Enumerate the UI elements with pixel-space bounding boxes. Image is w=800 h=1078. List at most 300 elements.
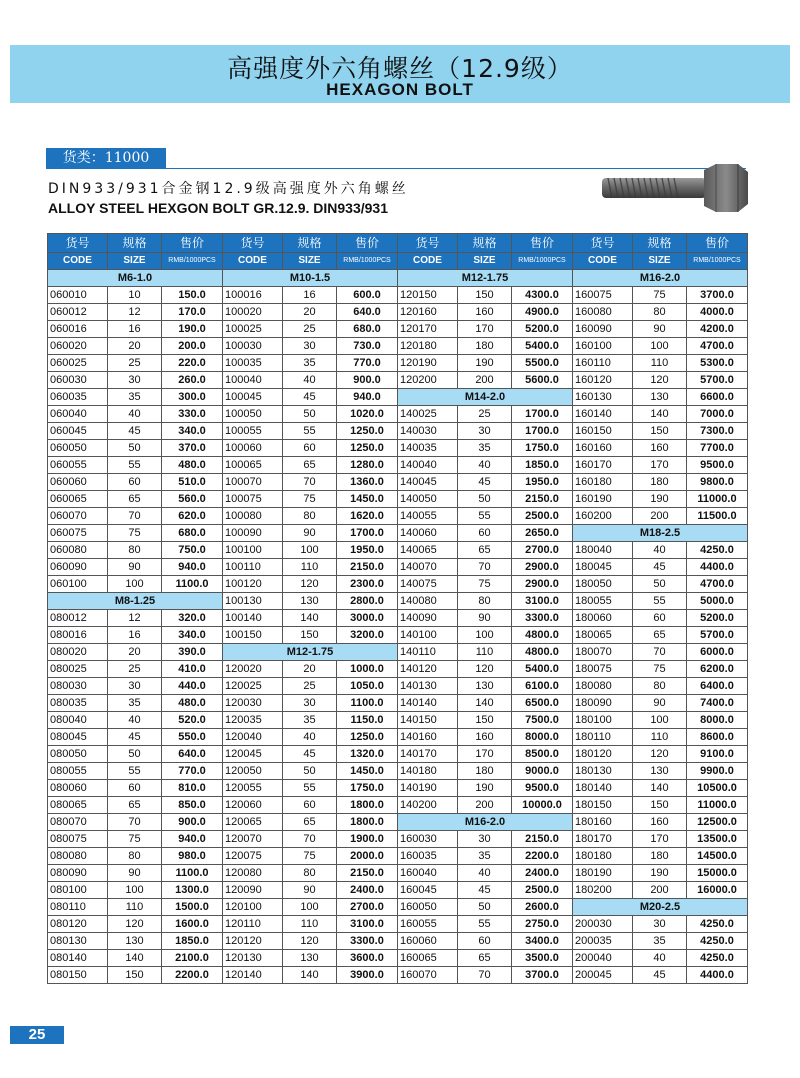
item-size: 40 — [458, 457, 512, 474]
item-price: 1100.0 — [337, 695, 398, 712]
item-code: 160190 — [573, 491, 633, 508]
section-header: M12-1.75 — [223, 644, 398, 661]
item-code: 100055 — [223, 423, 283, 440]
item-size: 170 — [458, 321, 512, 338]
item-size: 55 — [283, 423, 337, 440]
item-code: 100030 — [223, 338, 283, 355]
header-size-cn: 规格 — [108, 234, 162, 253]
item-price: 4200.0 — [687, 321, 748, 338]
item-size: 45 — [633, 967, 687, 984]
item-code: 180070 — [573, 644, 633, 661]
item-size: 50 — [108, 440, 162, 457]
item-code: 140150 — [398, 712, 458, 729]
item-price: 11000.0 — [687, 491, 748, 508]
item-size: 70 — [108, 814, 162, 831]
title-band — [10, 45, 790, 103]
item-price: 1320.0 — [337, 746, 398, 763]
section-header: M12-1.75 — [398, 270, 573, 287]
item-size: 25 — [283, 321, 337, 338]
item-price: 1020.0 — [337, 406, 398, 423]
item-price: 7700.0 — [687, 440, 748, 457]
table-row — [48, 355, 748, 372]
item-price: 7500.0 — [512, 712, 573, 729]
item-size: 80 — [458, 593, 512, 610]
item-price: 6400.0 — [687, 678, 748, 695]
item-code: 160055 — [398, 916, 458, 933]
item-price: 6200.0 — [687, 661, 748, 678]
item-price: 940.0 — [337, 389, 398, 406]
section-header: M18-2.5 — [573, 525, 748, 542]
item-code: 180045 — [573, 559, 633, 576]
item-price: 220.0 — [162, 355, 223, 372]
item-price: 2300.0 — [337, 576, 398, 593]
item-size: 40 — [283, 372, 337, 389]
item-code: 100075 — [223, 491, 283, 508]
item-price: 1250.0 — [337, 440, 398, 457]
item-price: 2100.0 — [162, 950, 223, 967]
item-code: 140050 — [398, 491, 458, 508]
item-size: 80 — [633, 678, 687, 695]
table-row — [48, 406, 748, 423]
item-size: 75 — [633, 661, 687, 678]
header-price-cn: 售价 — [162, 234, 223, 253]
item-size: 160 — [633, 440, 687, 457]
page-number: 25 — [10, 1026, 64, 1044]
item-size: 60 — [108, 780, 162, 797]
item-code: 080025 — [48, 661, 108, 678]
item-code: 140120 — [398, 661, 458, 678]
item-size: 45 — [108, 423, 162, 440]
item-code: 120120 — [223, 933, 283, 950]
item-code: 180130 — [573, 763, 633, 780]
item-code: 140190 — [398, 780, 458, 797]
item-code: 160035 — [398, 848, 458, 865]
item-size: 100 — [633, 338, 687, 355]
item-size: 50 — [458, 491, 512, 508]
item-size: 60 — [633, 610, 687, 627]
item-size: 200 — [633, 882, 687, 899]
item-size: 120 — [458, 661, 512, 678]
item-code: 180160 — [573, 814, 633, 831]
item-size: 90 — [633, 695, 687, 712]
item-code: 100025 — [223, 321, 283, 338]
item-price: 4900.0 — [512, 304, 573, 321]
item-code: 080045 — [48, 729, 108, 746]
item-size: 130 — [283, 593, 337, 610]
item-price: 1250.0 — [337, 729, 398, 746]
item-size: 120 — [633, 746, 687, 763]
item-price: 640.0 — [162, 746, 223, 763]
item-code: 140035 — [398, 440, 458, 457]
item-price: 2650.0 — [512, 525, 573, 542]
table-row — [48, 474, 748, 491]
item-code: 180150 — [573, 797, 633, 814]
item-price: 7400.0 — [687, 695, 748, 712]
item-size: 60 — [283, 440, 337, 457]
item-code: 140065 — [398, 542, 458, 559]
item-price: 15000.0 — [687, 865, 748, 882]
item-code: 160160 — [573, 440, 633, 457]
item-code: 120180 — [398, 338, 458, 355]
header-code-en: CODE — [48, 253, 108, 270]
item-size: 16 — [108, 321, 162, 338]
table-row — [48, 797, 748, 814]
item-price: 11000.0 — [687, 797, 748, 814]
item-code: 100130 — [223, 593, 283, 610]
item-price: 850.0 — [162, 797, 223, 814]
item-price: 8000.0 — [687, 712, 748, 729]
item-size: 80 — [633, 304, 687, 321]
item-code: 120045 — [223, 746, 283, 763]
item-code: 080040 — [48, 712, 108, 729]
item-code: 060075 — [48, 525, 108, 542]
item-price: 2150.0 — [337, 865, 398, 882]
item-price: 1360.0 — [337, 474, 398, 491]
item-code: 080120 — [48, 916, 108, 933]
item-size: 55 — [458, 508, 512, 525]
item-code: 120160 — [398, 304, 458, 321]
item-size: 45 — [458, 474, 512, 491]
table-row — [48, 780, 748, 797]
item-price: 5600.0 — [512, 372, 573, 389]
item-code: 180170 — [573, 831, 633, 848]
item-size: 190 — [633, 865, 687, 882]
item-code: 140080 — [398, 593, 458, 610]
item-price: 8000.0 — [512, 729, 573, 746]
item-size: 100 — [108, 882, 162, 899]
item-price: 2400.0 — [512, 865, 573, 882]
item-price: 510.0 — [162, 474, 223, 491]
table-row — [48, 559, 748, 576]
item-code: 100140 — [223, 610, 283, 627]
header-code-en: CODE — [223, 253, 283, 270]
item-size: 190 — [633, 491, 687, 508]
item-price: 7300.0 — [687, 423, 748, 440]
item-price: 1700.0 — [512, 406, 573, 423]
item-price: 1950.0 — [337, 542, 398, 559]
item-price: 560.0 — [162, 491, 223, 508]
item-price: 16000.0 — [687, 882, 748, 899]
item-code: 180065 — [573, 627, 633, 644]
item-code: 160120 — [573, 372, 633, 389]
item-size: 200 — [633, 508, 687, 525]
item-size: 60 — [108, 474, 162, 491]
table-row — [48, 270, 748, 287]
item-size: 70 — [633, 644, 687, 661]
item-size: 20 — [108, 644, 162, 661]
section-header: M20-2.5 — [573, 899, 748, 916]
item-code: 120060 — [223, 797, 283, 814]
section-header: M16-2.0 — [573, 270, 748, 287]
item-price: 900.0 — [162, 814, 223, 831]
header-price-cn: 售价 — [687, 234, 748, 253]
item-size: 35 — [458, 848, 512, 865]
hex-bolt-image — [598, 162, 750, 214]
item-price: 2150.0 — [337, 559, 398, 576]
item-size: 65 — [633, 627, 687, 644]
item-price: 1450.0 — [337, 491, 398, 508]
item-price: 200.0 — [162, 338, 223, 355]
table-row — [48, 746, 748, 763]
item-size: 40 — [633, 542, 687, 559]
item-price: 680.0 — [162, 525, 223, 542]
item-price: 480.0 — [162, 695, 223, 712]
item-code: 100120 — [223, 576, 283, 593]
header-price-unit: RMB/1000PCS — [337, 253, 398, 270]
item-size: 100 — [633, 712, 687, 729]
item-size: 150 — [633, 423, 687, 440]
item-size: 40 — [108, 712, 162, 729]
item-size: 70 — [458, 559, 512, 576]
item-price: 1700.0 — [337, 525, 398, 542]
category-badge: 货类：11000 — [46, 148, 166, 169]
item-price: 6500.0 — [512, 695, 573, 712]
item-code: 160130 — [573, 389, 633, 406]
item-price: 5700.0 — [687, 372, 748, 389]
item-code: 140200 — [398, 797, 458, 814]
item-size: 70 — [458, 967, 512, 984]
item-code: 140030 — [398, 423, 458, 440]
table-row — [48, 814, 748, 831]
item-price: 1800.0 — [337, 797, 398, 814]
price-table — [47, 233, 748, 984]
table-row — [48, 712, 748, 729]
item-price: 4250.0 — [687, 950, 748, 967]
item-size: 35 — [458, 440, 512, 457]
item-code: 100110 — [223, 559, 283, 576]
item-code: 200040 — [573, 950, 633, 967]
table-row — [48, 525, 748, 542]
item-price: 370.0 — [162, 440, 223, 457]
item-size: 75 — [633, 287, 687, 304]
item-size: 20 — [283, 304, 337, 321]
item-code: 120070 — [223, 831, 283, 848]
item-code: 140040 — [398, 457, 458, 474]
table-header-english — [48, 253, 748, 270]
item-code: 140055 — [398, 508, 458, 525]
item-size: 100 — [108, 576, 162, 593]
item-code: 160180 — [573, 474, 633, 491]
item-price: 1300.0 — [162, 882, 223, 899]
item-code: 160200 — [573, 508, 633, 525]
item-price: 2700.0 — [512, 542, 573, 559]
item-price: 9900.0 — [687, 763, 748, 780]
table-row — [48, 287, 748, 304]
item-price: 5400.0 — [512, 661, 573, 678]
table-row — [48, 440, 748, 457]
table-row — [48, 321, 748, 338]
item-code: 140130 — [398, 678, 458, 695]
item-price: 2150.0 — [512, 831, 573, 848]
item-size: 55 — [108, 457, 162, 474]
item-price: 1250.0 — [337, 423, 398, 440]
item-size: 80 — [283, 865, 337, 882]
item-code: 160100 — [573, 338, 633, 355]
item-price: 3300.0 — [512, 610, 573, 627]
item-size: 35 — [108, 389, 162, 406]
item-code: 140140 — [398, 695, 458, 712]
table-row — [48, 542, 748, 559]
item-size: 75 — [108, 831, 162, 848]
item-code: 120190 — [398, 355, 458, 372]
item-price: 1500.0 — [162, 899, 223, 916]
item-size: 35 — [283, 712, 337, 729]
item-code: 160075 — [573, 287, 633, 304]
item-size: 70 — [108, 508, 162, 525]
item-code: 160170 — [573, 457, 633, 474]
item-code: 100050 — [223, 406, 283, 423]
item-price: 6600.0 — [687, 389, 748, 406]
item-code: 080140 — [48, 950, 108, 967]
item-price: 190.0 — [162, 321, 223, 338]
item-price: 10500.0 — [687, 780, 748, 797]
item-price: 5200.0 — [512, 321, 573, 338]
item-code: 080130 — [48, 933, 108, 950]
item-size: 140 — [633, 406, 687, 423]
section-header: M8-1.25 — [48, 593, 223, 610]
item-code: 180080 — [573, 678, 633, 695]
item-price: 1000.0 — [337, 661, 398, 678]
item-price: 620.0 — [162, 508, 223, 525]
item-size: 150 — [108, 967, 162, 984]
item-price: 2200.0 — [162, 967, 223, 984]
item-size: 40 — [633, 950, 687, 967]
item-size: 130 — [458, 678, 512, 695]
table-row — [48, 661, 748, 678]
item-code: 160090 — [573, 321, 633, 338]
header-size-cn: 规格 — [633, 234, 687, 253]
section-header: M16-2.0 — [398, 814, 573, 831]
item-size: 140 — [283, 967, 337, 984]
item-price: 5500.0 — [512, 355, 573, 372]
item-price: 1750.0 — [512, 440, 573, 457]
item-price: 520.0 — [162, 712, 223, 729]
table-row — [48, 304, 748, 321]
item-price: 2750.0 — [512, 916, 573, 933]
item-price: 260.0 — [162, 372, 223, 389]
item-price: 1050.0 — [337, 678, 398, 695]
header-size-cn: 规格 — [458, 234, 512, 253]
item-size: 40 — [283, 729, 337, 746]
item-code: 200045 — [573, 967, 633, 984]
item-price: 11500.0 — [687, 508, 748, 525]
section-header: M14-2.0 — [398, 389, 573, 406]
item-code: 120200 — [398, 372, 458, 389]
item-code: 060020 — [48, 338, 108, 355]
item-price: 9500.0 — [687, 457, 748, 474]
item-size: 90 — [108, 559, 162, 576]
item-size: 90 — [283, 882, 337, 899]
item-code: 160140 — [573, 406, 633, 423]
item-price: 340.0 — [162, 627, 223, 644]
item-code: 060016 — [48, 321, 108, 338]
table-header-chinese — [48, 234, 748, 253]
item-price: 1450.0 — [337, 763, 398, 780]
item-size: 60 — [283, 797, 337, 814]
item-code: 100035 — [223, 355, 283, 372]
item-price: 4400.0 — [687, 559, 748, 576]
item-code: 080060 — [48, 780, 108, 797]
item-code: 160080 — [573, 304, 633, 321]
item-size: 45 — [458, 882, 512, 899]
item-code: 180180 — [573, 848, 633, 865]
item-code: 080150 — [48, 967, 108, 984]
item-code: 160050 — [398, 899, 458, 916]
item-price: 940.0 — [162, 559, 223, 576]
table-row — [48, 865, 748, 882]
item-size: 130 — [283, 950, 337, 967]
table-row — [48, 763, 748, 780]
item-size: 75 — [108, 525, 162, 542]
item-code: 100065 — [223, 457, 283, 474]
item-code: 100040 — [223, 372, 283, 389]
item-price: 3200.0 — [337, 627, 398, 644]
item-price: 390.0 — [162, 644, 223, 661]
item-size: 160 — [458, 729, 512, 746]
item-code: 100016 — [223, 287, 283, 304]
table-row — [48, 933, 748, 950]
item-price: 320.0 — [162, 610, 223, 627]
item-code: 060080 — [48, 542, 108, 559]
item-size: 20 — [108, 338, 162, 355]
item-price: 4800.0 — [512, 644, 573, 661]
item-price: 13500.0 — [687, 831, 748, 848]
item-price: 4250.0 — [687, 916, 748, 933]
item-price: 600.0 — [337, 287, 398, 304]
item-price: 770.0 — [337, 355, 398, 372]
item-size: 110 — [633, 355, 687, 372]
header-price-cn: 售价 — [512, 234, 573, 253]
item-price: 640.0 — [337, 304, 398, 321]
table-row — [48, 457, 748, 474]
item-size: 180 — [633, 474, 687, 491]
item-size: 180 — [458, 763, 512, 780]
item-price: 1150.0 — [337, 712, 398, 729]
header-size-cn: 规格 — [283, 234, 337, 253]
item-code: 160040 — [398, 865, 458, 882]
item-price: 2000.0 — [337, 848, 398, 865]
item-price: 2500.0 — [512, 508, 573, 525]
item-size: 45 — [108, 729, 162, 746]
item-code: 080020 — [48, 644, 108, 661]
item-price: 980.0 — [162, 848, 223, 865]
item-price: 2800.0 — [337, 593, 398, 610]
table-row — [48, 372, 748, 389]
item-size: 50 — [458, 899, 512, 916]
item-size: 130 — [633, 763, 687, 780]
item-size: 75 — [283, 491, 337, 508]
item-size: 200 — [458, 797, 512, 814]
item-code: 180055 — [573, 593, 633, 610]
item-code: 120030 — [223, 695, 283, 712]
item-size: 60 — [458, 933, 512, 950]
item-price: 1950.0 — [512, 474, 573, 491]
item-code: 060060 — [48, 474, 108, 491]
item-price: 1900.0 — [337, 831, 398, 848]
item-code: 060012 — [48, 304, 108, 321]
item-size: 25 — [283, 678, 337, 695]
item-size: 65 — [283, 814, 337, 831]
table-row — [48, 593, 748, 610]
item-size: 30 — [458, 831, 512, 848]
item-size: 30 — [283, 695, 337, 712]
item-code: 140160 — [398, 729, 458, 746]
item-size: 200 — [458, 372, 512, 389]
item-price: 1700.0 — [512, 423, 573, 440]
item-size: 25 — [108, 355, 162, 372]
item-code: 080110 — [48, 899, 108, 916]
item-code: 120020 — [223, 661, 283, 678]
